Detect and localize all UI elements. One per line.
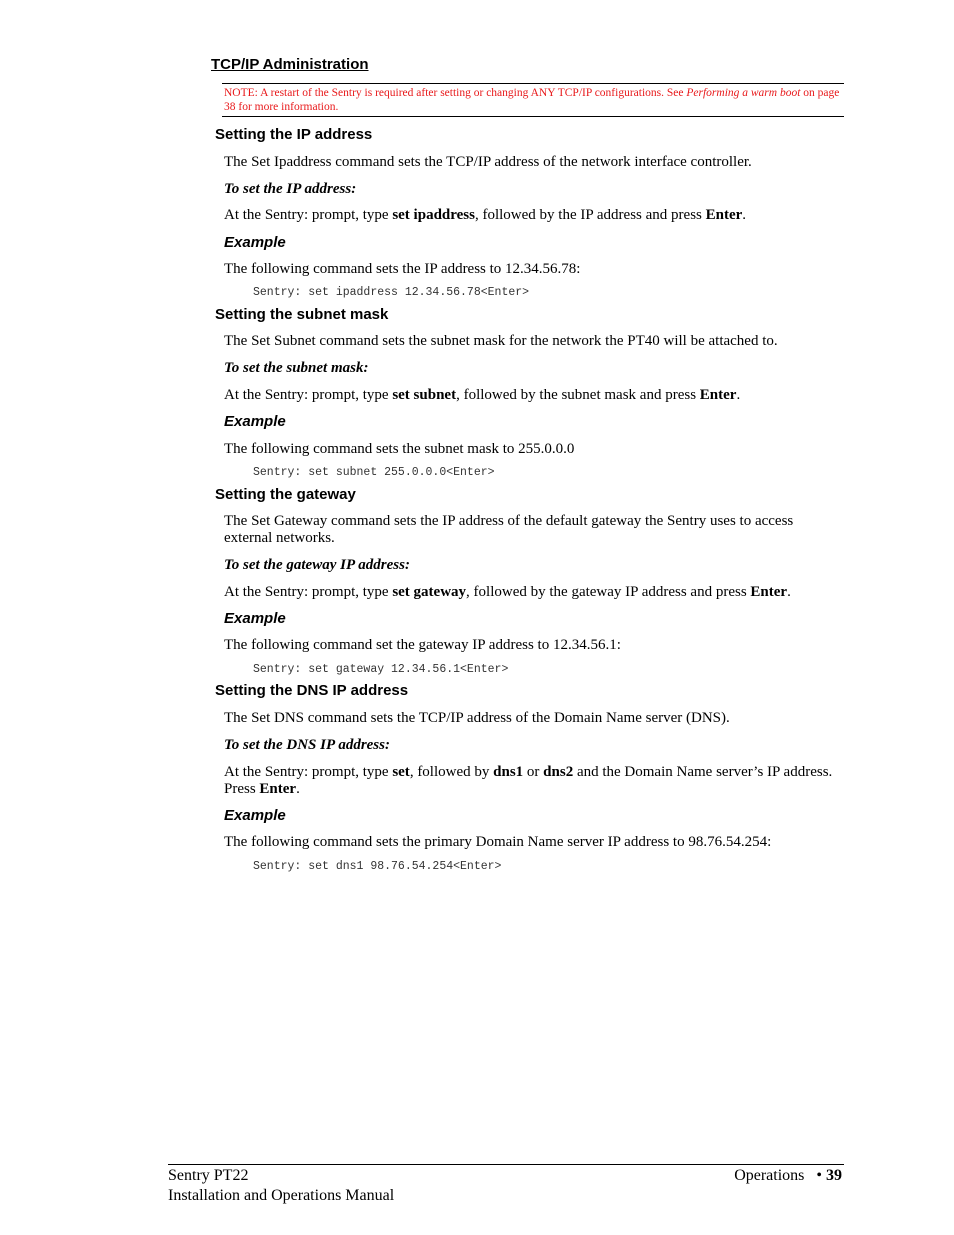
- dns-command: set: [392, 764, 410, 780]
- ip-instruction: At the Sentry: prompt, type set ipaddress, followed by the IP address and press Enter.: [224, 207, 747, 223]
- note-top-rule: [222, 83, 844, 84]
- heading-gateway: Setting the gateway: [215, 486, 356, 503]
- footer-manual: Installation and Operations Manual: [168, 1187, 395, 1204]
- enter-key: Enter: [259, 781, 297, 797]
- dns-code-example: Sentry: set dns1 98.76.54.254<Enter>: [253, 860, 502, 873]
- dns-instruction: At the Sentry: prompt, type set, followed by dns1 or dns2 and the Domain Name server’s IP address. Press Enter.: [224, 764, 833, 797]
- gateway-command: set gateway: [392, 584, 467, 600]
- gateway-procedure-title: To set the gateway IP address:: [224, 557, 410, 573]
- gateway-code-example: Sentry: set gateway 12.34.56.1<Enter>: [253, 663, 509, 676]
- subnet-description: The Set Subnet command sets the subnet mask for the network the PT40 will be attached to.: [224, 333, 778, 349]
- ip-procedure-title: To set the IP address:: [224, 181, 357, 197]
- note-tail: on page 38 for more information.: [224, 87, 840, 113]
- note-lead: NOTE: A restart of the Sentry is required after setting or changing ANY TCP/IP configurations. See: [224, 87, 687, 99]
- heading-ip-address: Setting the IP address: [215, 126, 373, 143]
- gateway-instruction: At the Sentry: prompt, type set gateway, followed by the gateway IP address and press Enter.: [224, 584, 791, 600]
- bullet-icon: •: [816, 1167, 822, 1184]
- dns1-keyword: dns1: [493, 764, 524, 780]
- section-title: TCP/IP Administration: [211, 56, 369, 73]
- footer-chapter: Operations: [734, 1167, 805, 1184]
- restart-note: [224, 86, 840, 114]
- note-bottom-rule: [222, 116, 844, 117]
- ip-example-label: Example: [224, 234, 286, 251]
- enter-key: Enter: [699, 387, 737, 403]
- enter-key: Enter: [750, 584, 788, 600]
- footer-product: Sentry PT22: [168, 1167, 249, 1184]
- heading-dns-ip-address: Setting the DNS IP address: [215, 682, 409, 699]
- dns-example-description: The following command sets the primary Domain Name server IP address to 98.76.54.254:: [224, 834, 772, 850]
- subnet-instruction: At the Sentry: prompt, type set subnet, followed by the subnet mask and press Enter.: [224, 387, 741, 403]
- page-number: 39: [826, 1167, 842, 1184]
- gateway-description: The Set Gateway command sets the IP address of the default gateway the Sentry uses to access external networks.: [224, 513, 794, 546]
- gateway-example-label: Example: [224, 610, 286, 627]
- footer-rule: [168, 1164, 844, 1165]
- dns-example-label: Example: [224, 807, 286, 824]
- ip-code-example: Sentry: set ipaddress 12.34.56.78<Enter>: [253, 286, 530, 299]
- subnet-command: set subnet: [392, 387, 457, 403]
- enter-key: Enter: [705, 207, 743, 223]
- subnet-code-example: Sentry: set subnet 255.0.0.0<Enter>: [253, 466, 495, 479]
- ip-description: The Set Ipaddress command sets the TCP/IP address of the network interface controller.: [224, 154, 752, 170]
- dns-description: The Set DNS command sets the TCP/IP address of the Domain Name server (DNS).: [224, 710, 730, 726]
- heading-subnet-mask: Setting the subnet mask: [215, 306, 389, 323]
- gateway-example-description: The following command set the gateway IP address to 12.34.56.1:: [224, 637, 621, 653]
- ip-example-description: The following command sets the IP address to 12.34.56.78:: [224, 261, 581, 277]
- subnet-example-label: Example: [224, 413, 286, 430]
- dns-procedure-title: To set the DNS IP address:: [224, 737, 390, 753]
- ip-command: set ipaddress: [392, 207, 475, 223]
- subnet-procedure-title: To set the subnet mask:: [224, 360, 369, 376]
- note-link[interactable]: Performing a warm boot: [686, 87, 801, 99]
- footer-page-info: [734, 1167, 842, 1185]
- subnet-example-description: The following command sets the subnet mask to 255.0.0.0: [224, 441, 575, 457]
- dns2-keyword: dns2: [543, 764, 574, 780]
